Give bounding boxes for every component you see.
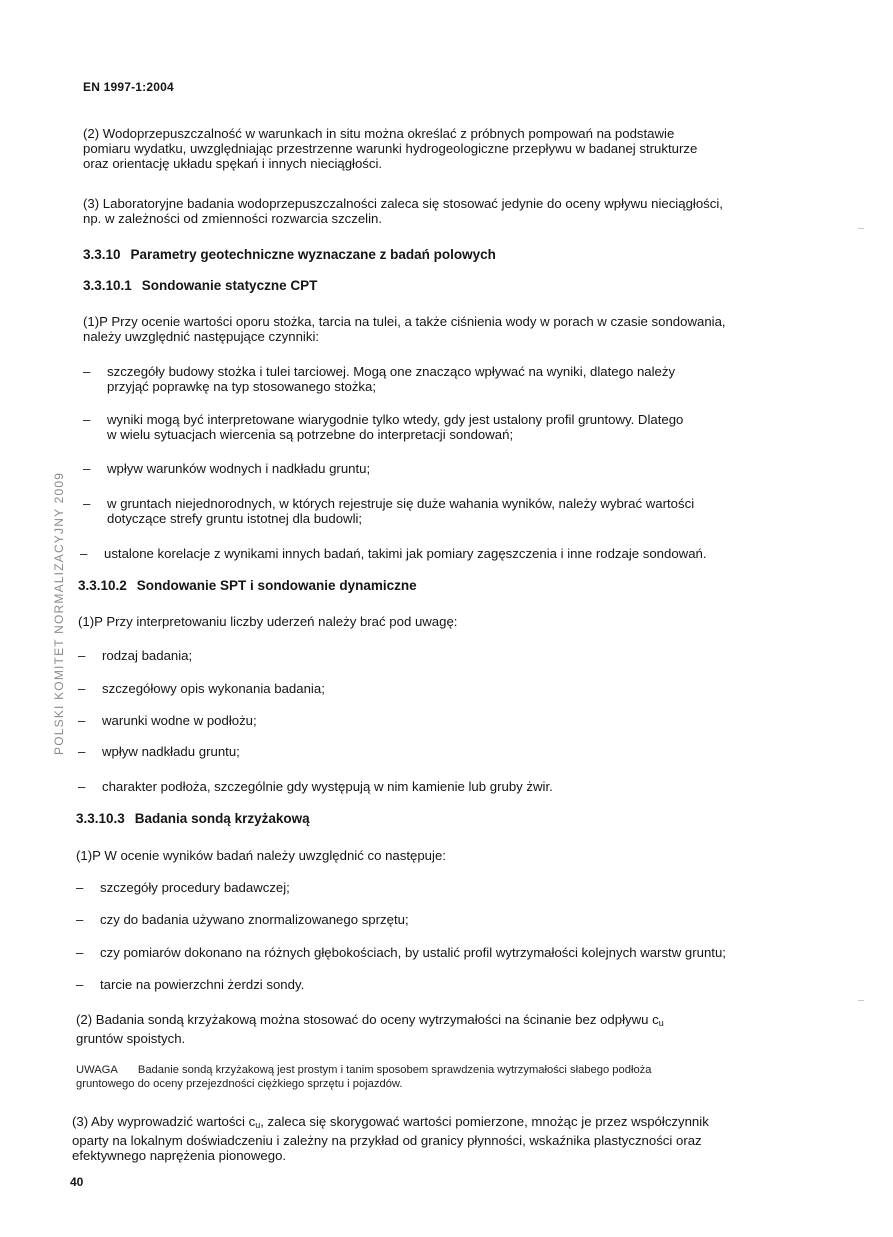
- text-line: wpływ warunków wodnych i nadkładu gruntu;: [107, 461, 371, 476]
- section-title: Sondowanie SPT i sondowanie dynamiczne: [136, 578, 417, 593]
- document-reference: EN 1997-1:2004: [83, 80, 174, 94]
- list-item-text: czy pomiarów dokonano na różnych głębokościach, by ustalić profil wytrzymałości kolejnych warstw gruntu;: [100, 945, 726, 960]
- scan-mark: [858, 228, 864, 229]
- text-line: (1)P Przy interpretowaniu liczby uderzeń należy brać pod uwagę:: [78, 614, 458, 629]
- list-item-text: charakter podłoża, szczególnie gdy występują w nim kamienie lub gruby żwir.: [102, 779, 553, 794]
- note-box: [76, 1063, 652, 1091]
- text-line: przyjąć poprawkę na typ stosowanego stożka;: [107, 379, 377, 394]
- watermark-text: POLSKI KOMITET NORMALIZACYJNY 2009: [52, 471, 66, 755]
- text-fragment: , zaleca się skorygować wartości pomierzone, mnożąc je przez współczynnik: [260, 1114, 709, 1129]
- text-line: (1)P W ocenie wyników badań należy uwzględnić co następuje:: [76, 848, 446, 863]
- text-line: oparty na lokalnym doświadczeniu i zależny na przykład od granicy płynności, wskaźnika plastyczności oraz: [72, 1133, 702, 1148]
- text-line: np. w zależności od zmienności rozwarcia szczelin.: [83, 211, 383, 226]
- text-line: gruntowego do oceny przejezdności ciężkiego sprzętu i pojazdów.: [76, 1078, 403, 1090]
- paragraph-cpt-intro: [83, 314, 726, 344]
- paragraph-permeability-lab: [83, 196, 723, 226]
- bullet-dash: –: [78, 713, 86, 728]
- text-line: dotyczące strefy gruntu istotnej dla budowli;: [107, 511, 363, 526]
- subscript-u: u: [255, 1120, 261, 1130]
- bullet-dash: –: [76, 945, 84, 960]
- text-line: należy uwzględnić następujące czynniki:: [83, 329, 320, 344]
- bullet-dash: –: [83, 461, 91, 476]
- paragraph-permeability-in-situ: [83, 126, 697, 171]
- note-label: UWAGA: [76, 1064, 118, 1076]
- page-number: 40: [70, 1175, 84, 1189]
- list-item-text: tarcie na powierzchni żerdzi sondy.: [100, 977, 305, 992]
- bullet-dash: –: [83, 364, 91, 379]
- bullet-dash: –: [76, 880, 84, 895]
- text-line: ustalone korelacje z wynikami innych badań, takimi jak pomiary zagęszczenia i inne rodzaje sondowań.: [104, 546, 707, 561]
- section-heading-3-3-10-3: [76, 811, 310, 826]
- subscript-u: u: [658, 1018, 664, 1028]
- note-text: Badanie sondą krzyżakową jest prostym i tanim sposobem sprawdzenia wytrzymałości słabego podłoża: [137, 1064, 652, 1076]
- text-line: pomiaru wydatku, uwzględniając przestrzenne warunki hydrogeologiczne przepływu w badanej strukturze: [83, 141, 698, 156]
- bullet-dash: –: [83, 412, 91, 427]
- section-number: 3.3.10.2: [78, 578, 127, 593]
- bullet-dash: –: [78, 744, 86, 759]
- section-title: Parametry geotechniczne wyznaczane z badań polowych: [130, 247, 496, 262]
- section-number: 3.3.10.1: [83, 278, 132, 293]
- section-number: 3.3.10: [83, 247, 121, 262]
- text-line: w wielu sytuacjach wiercenia są potrzebne do interpretacji sondowań;: [107, 427, 514, 442]
- list-item-text: szczegóły procedury badawczej;: [100, 880, 290, 895]
- bullet-dash: –: [83, 496, 91, 511]
- bullet-dash: –: [76, 912, 84, 927]
- watermark: [52, 471, 66, 1025]
- bullet-dash: –: [78, 681, 86, 696]
- text-line: (3) Laboratoryjne badania wodoprzepuszczalności zaleca się stosować jedynie do oceny wpływu nieciągłości,: [83, 196, 723, 211]
- list-item-text: czy do badania używano znormalizowanego sprzętu;: [100, 912, 409, 927]
- list-item-text: rodzaj badania;: [102, 648, 193, 663]
- list-item-text: [104, 546, 707, 561]
- list-item-text: warunki wodne w podłożu;: [102, 713, 257, 728]
- text-line: [76, 1012, 664, 1031]
- list-item-text: [107, 461, 370, 476]
- text-line: wyniki mogą być interpretowane wiarygodnie tylko wtedy, gdy jest ustalony profil gruntowy. Dlatego: [107, 412, 684, 427]
- list-item-text: [107, 496, 694, 526]
- bullet-dash: –: [80, 546, 88, 561]
- bullet-dash: –: [76, 977, 84, 992]
- text-line: (1)P Przy ocenie wartości oporu stożka, tarcia na tulei, a także ciśnienia wody w porach w czasie sondowania,: [83, 314, 726, 329]
- text-line: efektywnego naprężenia pionowego.: [72, 1148, 287, 1163]
- paragraph-vane-correction: [72, 1114, 709, 1163]
- list-item-text: [107, 412, 683, 442]
- text-fragment: (2) Badania sondą krzyżakową można stosować do oceny wytrzymałości na ścinanie bez odpływu c: [76, 1012, 659, 1027]
- list-item-text: wpływ nadkładu gruntu;: [102, 744, 240, 759]
- section-title: Badania sondą krzyżakową: [134, 811, 310, 826]
- text-line: (2) Wodoprzepuszczalność w warunkach in situ można określać z próbnych pompowań na podstawie: [83, 126, 675, 141]
- text-line: szczegóły budowy stożka i tulei tarciowej. Mogą one znacząco wpływać na wyniki, dlatego należy: [107, 364, 676, 379]
- text-fragment: (3) Aby wyprowadzić wartości c: [72, 1114, 256, 1129]
- list-item-text: [107, 364, 675, 394]
- bullet-dash: –: [78, 779, 86, 794]
- text-line: w gruntach niejednorodnych, w których rejestruje się duże wahania wyników, należy wybrać wartości: [107, 496, 695, 511]
- section-number: 3.3.10.3: [76, 811, 125, 826]
- section-heading-3-3-10-2: [78, 578, 417, 593]
- paragraph-spt-intro: [78, 614, 457, 629]
- text-line: [72, 1114, 709, 1133]
- section-heading-3-3-10: [83, 247, 496, 262]
- section-title: Sondowanie statyczne CPT: [141, 278, 318, 293]
- list-item-text: szczegółowy opis wykonania badania;: [102, 681, 325, 696]
- text-line: [76, 1063, 652, 1077]
- text-line: oraz orientację układu spękań i innych nieciągłości.: [83, 156, 383, 171]
- section-heading-3-3-10-1: [83, 278, 317, 293]
- bullet-dash: –: [78, 648, 86, 663]
- paragraph-vane-shear-strength: [76, 1012, 664, 1046]
- scan-mark: [858, 1000, 864, 1001]
- text-line: gruntów spoistych.: [76, 1031, 186, 1046]
- paragraph-vane-intro: [76, 848, 446, 863]
